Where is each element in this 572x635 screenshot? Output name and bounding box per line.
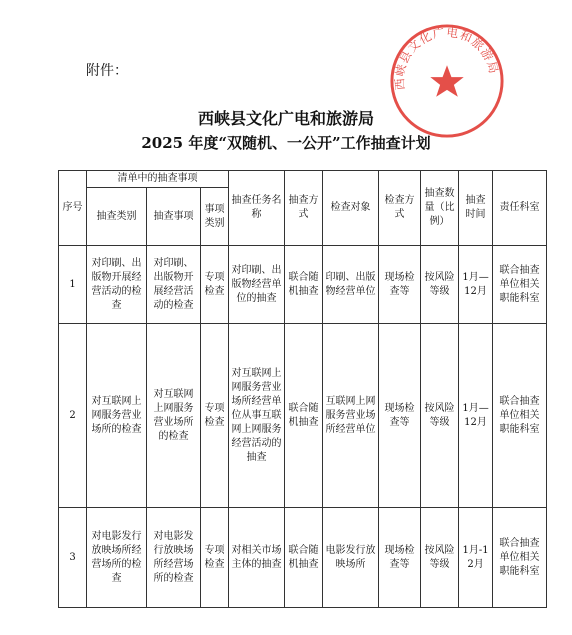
official-seal-icon	[388, 22, 506, 140]
svg-text:西峡县文化广电和旅游局: 西峡县文化广电和旅游局	[392, 25, 502, 91]
header-target: 检查对象	[323, 171, 379, 246]
header-item-type: 事项类别	[201, 188, 229, 246]
header-dept: 责任科室	[493, 171, 547, 246]
header-check-method: 检查方式	[379, 171, 421, 246]
cell-time: 1月—12月	[459, 246, 493, 324]
header-no: 序号	[59, 171, 87, 246]
cell-check-method: 现场检查等	[379, 508, 421, 608]
cell-item: 对印刷、出版物开展经营活动的检查	[147, 246, 201, 324]
cell-target: 电影发行放映场所	[323, 508, 379, 608]
header-task: 抽查任务名称	[229, 171, 285, 246]
document-title: 西峡县文化广电和旅游局	[197, 109, 374, 128]
attachment-label: 附件：	[86, 63, 128, 79]
cell-time: 1月—12月	[459, 324, 493, 508]
cell-target: 印刷、出版物经营单位	[323, 246, 379, 324]
cell-ratio: 按风险等级	[421, 508, 459, 608]
cell-category: 对印刷、出版物开展经营活动的检查	[87, 246, 147, 324]
cell-ratio: 按风险等级	[421, 324, 459, 508]
table-row	[59, 508, 547, 608]
cell-item-type: 专项检查	[201, 246, 229, 324]
header-time: 抽查时间	[459, 171, 493, 246]
cell-item-type: 专项检查	[201, 324, 229, 508]
header-ratio: 抽查数量（比例）	[421, 171, 459, 246]
cell-category: 对互联网上网服务营业场所的检查	[87, 324, 147, 508]
cell-category: 对电影发行放映场所经营场所的检查	[87, 508, 147, 608]
cell-task: 对互联网上网服务营业场所经营单位从事互联网上网服务经营活动的抽查	[229, 324, 285, 508]
table-row	[59, 246, 547, 324]
cell-check-method: 现场检查等	[379, 246, 421, 324]
cell-no: 1	[59, 246, 87, 324]
header-method: 抽查方式	[285, 171, 323, 246]
inspection-plan-table	[58, 170, 547, 608]
header-category: 抽查类别	[87, 188, 147, 246]
cell-item: 对互联网上网服务营业场所的检查	[147, 324, 201, 508]
cell-method: 联合随机抽查	[285, 324, 323, 508]
cell-method: 联合随机抽查	[285, 246, 323, 324]
cell-method: 联合随机抽查	[285, 508, 323, 608]
header-group: 清单中的抽查事项	[87, 171, 229, 188]
cell-time: 1月-12月	[459, 508, 493, 608]
cell-task: 对印刷、出版物经营单位的抽查	[229, 246, 285, 324]
cell-dept: 联合抽查单位相关职能科室	[493, 246, 547, 324]
cell-item-type: 专项检查	[201, 508, 229, 608]
cell-no: 3	[59, 508, 87, 608]
cell-dept: 联合抽查单位相关职能科室	[493, 324, 547, 508]
cell-item: 对电影发行放映场所经营场所的检查	[147, 508, 201, 608]
document-subtitle: 2025 年度“双随机、一公开”工作抽查计划	[141, 134, 431, 152]
header-item: 抽查事项	[147, 188, 201, 246]
cell-ratio: 按风险等级	[421, 246, 459, 324]
table-row	[59, 324, 547, 508]
cell-check-method: 现场检查等	[379, 324, 421, 508]
cell-no: 2	[59, 324, 87, 508]
cell-target: 互联网上网服务营业场所经营单位	[323, 324, 379, 508]
cell-dept: 联合抽查单位相关职能科室	[493, 508, 547, 608]
cell-task: 对相关市场主体的抽查	[229, 508, 285, 608]
